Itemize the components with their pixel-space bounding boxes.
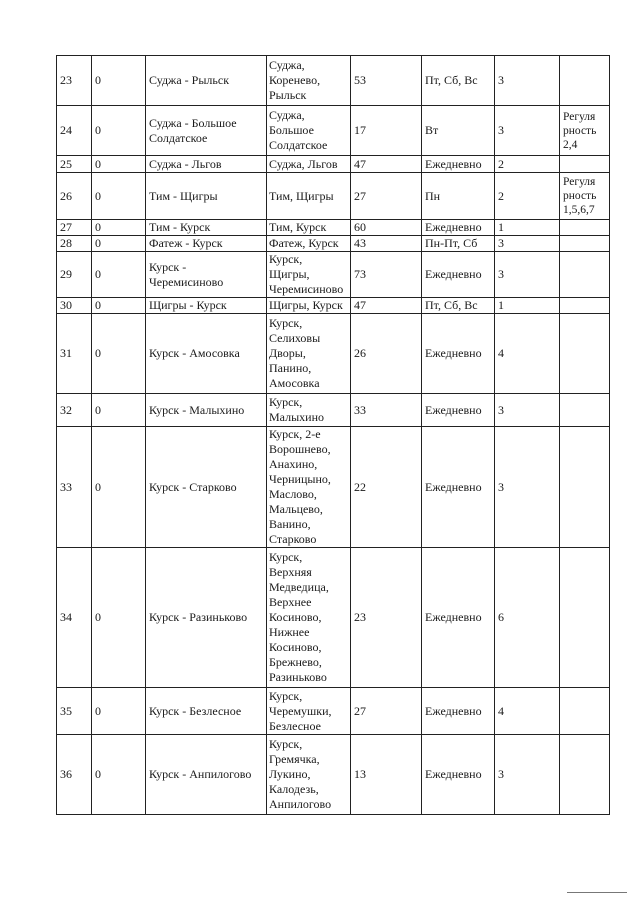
cell-stops: Суджа, Льгов xyxy=(267,156,351,173)
cell-length: 53 xyxy=(351,56,422,106)
table-row xyxy=(57,548,610,688)
cell-note xyxy=(560,314,610,394)
cell-route: Суджа - Льгов xyxy=(146,156,267,173)
table-row xyxy=(57,314,610,394)
cell-note xyxy=(560,688,610,735)
cell-route: Тим - Щигры xyxy=(146,173,267,220)
cell-type: 0 xyxy=(92,252,146,298)
cell-trips: 2 xyxy=(495,173,560,220)
cell-route: Курск - Безлесное xyxy=(146,688,267,735)
cell-stops: Суджа, Коренево, Рыльск xyxy=(267,56,351,106)
cell-trips: 3 xyxy=(495,735,560,815)
cell-stops: Суджа, Большое Солдатское xyxy=(267,106,351,156)
cell-length: 47 xyxy=(351,156,422,173)
cell-stops: Щигры, Курск xyxy=(267,298,351,314)
cell-type: 0 xyxy=(92,394,146,427)
cell-note xyxy=(560,220,610,236)
table-row xyxy=(57,156,610,173)
routes-table xyxy=(56,55,610,815)
cell-no: 34 xyxy=(57,548,92,688)
cell-length: 22 xyxy=(351,427,422,548)
cell-type: 0 xyxy=(92,173,146,220)
cell-stops: Курск, Селиховы Дворы, Панино, Амосовка xyxy=(267,314,351,394)
cell-no: 25 xyxy=(57,156,92,173)
cell-note xyxy=(560,427,610,548)
cell-type: 0 xyxy=(92,688,146,735)
cell-no: 27 xyxy=(57,220,92,236)
cell-days: Вт xyxy=(422,106,495,156)
cell-stops: Курск, Гремячка, Лукино, Калодезь, Анпилогово xyxy=(267,735,351,815)
cell-no: 26 xyxy=(57,173,92,220)
cell-no: 31 xyxy=(57,314,92,394)
table-row xyxy=(57,298,610,314)
cell-trips: 1 xyxy=(495,298,560,314)
cell-no: 32 xyxy=(57,394,92,427)
cell-route: Фатеж - Курск xyxy=(146,236,267,252)
cell-days: Ежедневно xyxy=(422,394,495,427)
cell-stops: Курск, 2-е Ворошнево, Анахино, Черницыно, Маслово, Мальцево, Ванино, Старково xyxy=(267,427,351,548)
table-row xyxy=(57,427,610,548)
cell-route: Курск - Разиньково xyxy=(146,548,267,688)
cell-days: Ежедневно xyxy=(422,314,495,394)
cell-days: Пн xyxy=(422,173,495,220)
cell-no: 28 xyxy=(57,236,92,252)
cell-trips: 3 xyxy=(495,236,560,252)
cell-days: Ежедневно xyxy=(422,548,495,688)
cell-note: Регуля рность 1,5,6,7 xyxy=(560,173,610,220)
cell-no: 36 xyxy=(57,735,92,815)
cell-stops: Фатеж, Курск xyxy=(267,236,351,252)
cell-trips: 1 xyxy=(495,220,560,236)
cell-no: 35 xyxy=(57,688,92,735)
cell-length: 73 xyxy=(351,252,422,298)
cell-trips: 3 xyxy=(495,394,560,427)
cell-note xyxy=(560,735,610,815)
cell-stops: Тим, Щигры xyxy=(267,173,351,220)
cell-note xyxy=(560,548,610,688)
cell-days: Пт, Сб, Вс xyxy=(422,56,495,106)
cell-note xyxy=(560,56,610,106)
cell-route: Суджа - Рыльск xyxy=(146,56,267,106)
table-row xyxy=(57,106,610,156)
cell-stops: Курск, Черемушки, Безлесное xyxy=(267,688,351,735)
cell-length: 33 xyxy=(351,394,422,427)
cell-no: 30 xyxy=(57,298,92,314)
cell-trips: 3 xyxy=(495,252,560,298)
cell-no: 24 xyxy=(57,106,92,156)
cell-type: 0 xyxy=(92,56,146,106)
cell-route: Курск - Черемисиново xyxy=(146,252,267,298)
cell-length: 13 xyxy=(351,735,422,815)
cell-days: Пт, Сб, Вс xyxy=(422,298,495,314)
table-row xyxy=(57,173,610,220)
cell-type: 0 xyxy=(92,156,146,173)
cell-trips: 2 xyxy=(495,156,560,173)
cell-route: Курск - Малыхино xyxy=(146,394,267,427)
table-row xyxy=(57,688,610,735)
cell-days: Ежедневно xyxy=(422,735,495,815)
cell-type: 0 xyxy=(92,427,146,548)
cell-trips: 3 xyxy=(495,106,560,156)
table-row xyxy=(57,236,610,252)
cell-note: Регуля рность 2,4 xyxy=(560,106,610,156)
table-row xyxy=(57,252,610,298)
cell-type: 0 xyxy=(92,106,146,156)
cell-route: Суджа - Большое Солдатское xyxy=(146,106,267,156)
cell-route: Курск - Старково xyxy=(146,427,267,548)
footer-rule xyxy=(567,892,627,893)
cell-type: 0 xyxy=(92,548,146,688)
cell-days: Ежедневно xyxy=(422,427,495,548)
cell-days: Ежедневно xyxy=(422,156,495,173)
cell-trips: 6 xyxy=(495,548,560,688)
cell-stops: Курск, Малыхино xyxy=(267,394,351,427)
cell-route: Тим - Курск xyxy=(146,220,267,236)
cell-route: Курск - Амосовка xyxy=(146,314,267,394)
cell-note xyxy=(560,236,610,252)
cell-note xyxy=(560,394,610,427)
cell-trips: 4 xyxy=(495,314,560,394)
cell-length: 47 xyxy=(351,298,422,314)
cell-route: Курск - Анпилогово xyxy=(146,735,267,815)
cell-trips: 3 xyxy=(495,427,560,548)
cell-length: 27 xyxy=(351,688,422,735)
cell-trips: 3 xyxy=(495,56,560,106)
cell-no: 23 xyxy=(57,56,92,106)
cell-days: Ежедневно xyxy=(422,252,495,298)
table-row xyxy=(57,394,610,427)
table-row xyxy=(57,735,610,815)
cell-note xyxy=(560,252,610,298)
cell-type: 0 xyxy=(92,314,146,394)
cell-trips: 4 xyxy=(495,688,560,735)
cell-length: 60 xyxy=(351,220,422,236)
cell-type: 0 xyxy=(92,236,146,252)
cell-route: Щигры - Курск xyxy=(146,298,267,314)
cell-days: Ежедневно xyxy=(422,220,495,236)
cell-length: 43 xyxy=(351,236,422,252)
cell-no: 33 xyxy=(57,427,92,548)
cell-stops: Курск, Щигры, Черемисиново xyxy=(267,252,351,298)
cell-length: 17 xyxy=(351,106,422,156)
cell-length: 26 xyxy=(351,314,422,394)
cell-stops: Тим, Курск xyxy=(267,220,351,236)
table-row xyxy=(57,56,610,106)
cell-type: 0 xyxy=(92,220,146,236)
cell-stops: Курск, Верхняя Медведица, Верхнее Косиново, Нижнее Косиново, Брежнево, Разиньково xyxy=(267,548,351,688)
cell-note xyxy=(560,298,610,314)
cell-note xyxy=(560,156,610,173)
cell-no: 29 xyxy=(57,252,92,298)
cell-type: 0 xyxy=(92,735,146,815)
table-row xyxy=(57,220,610,236)
cell-type: 0 xyxy=(92,298,146,314)
cell-length: 27 xyxy=(351,173,422,220)
cell-days: Пн-Пт, Сб xyxy=(422,236,495,252)
cell-days: Ежедневно xyxy=(422,688,495,735)
cell-length: 23 xyxy=(351,548,422,688)
